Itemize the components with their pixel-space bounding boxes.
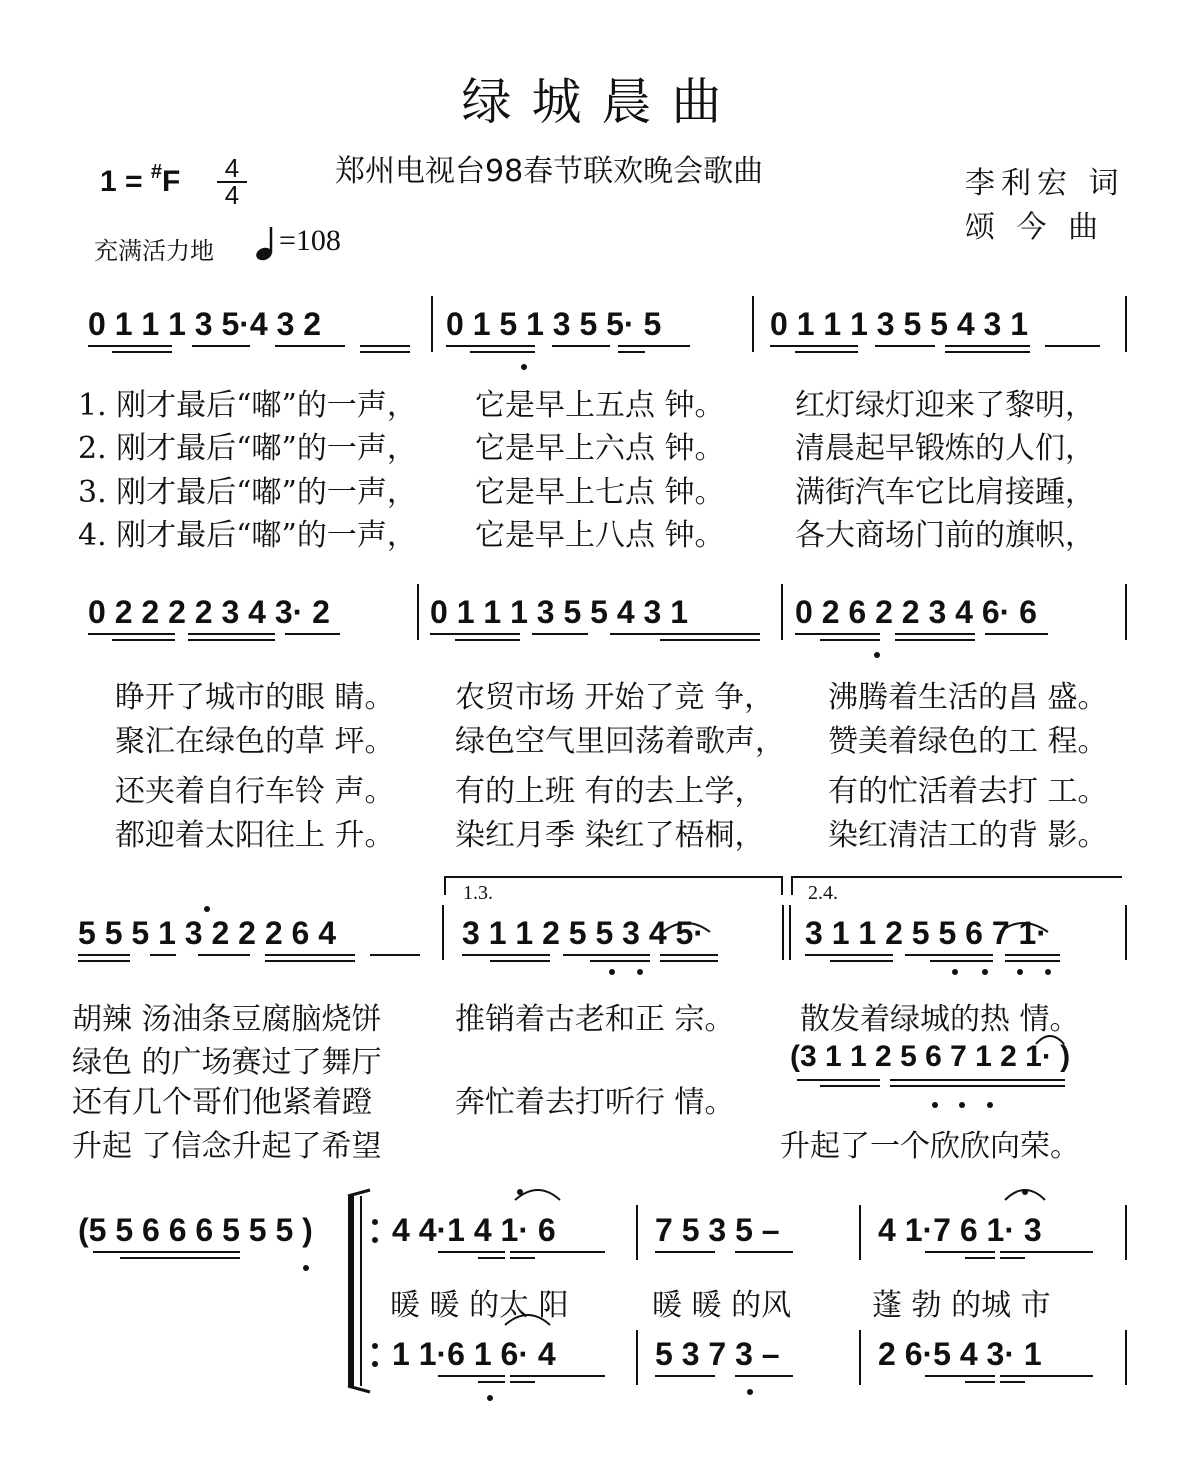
s4-upper-bar-3: 4 1·7 6 1· 3 [878,1212,1042,1248]
intro-notes: (5 5 6 6 6 5 5 5 ) [78,1212,313,1248]
s3-bar-2: 3 1 1 2 5 5 3 4 5· [462,915,704,951]
ending-1-label: 1.3. [463,882,493,904]
s1-lyric-v2-a: 2. 刚才最后“嘟”的一声， [78,431,417,466]
s2-lyric-v2-b: 绿色空气里回荡着歌声， [455,724,785,759]
intro-beams [93,1252,240,1258]
s3-lyric-v1-a: 胡辣 汤油条豆腐脑烧饼 [72,1002,382,1037]
s4-lyric-c: 蓬 勃 的城 市 [872,1288,1051,1323]
s2-beams [88,634,1048,640]
s2-lyric-v2-a: 聚汇在绿色的草 坪。 [115,724,395,759]
s3-lyric-v2-a: 绿色 的广场赛过了舞厅 [72,1045,382,1080]
lyricist-credit: 李利宏 词 [965,166,1125,201]
s3-lyric-v3-b: 奔忙着去打听行 情。 [455,1085,735,1120]
s1-lyric-v4-c: 各大商场门前的旗帜， [795,518,1095,553]
s1-lyric-v2-b: 它是早上六点 钟。 [475,431,725,466]
s2-lyric-v1-b: 农贸市场 开始了竞 争， [455,680,775,715]
s2-lyric-v2-c: 赞美着绿色的工 程。 [828,724,1108,759]
s2-lyric-v3-b: 有的上班 有的去上学， [455,774,765,809]
s1-low-dot [521,364,527,370]
ending-2-bracket [792,877,1122,895]
interlude-notes: (3 1 1 2 5 6 7 1 2 1· ) [790,1040,1071,1073]
s3-low-dots [609,969,1051,975]
repeat-dot-2 [372,1237,378,1243]
s3-lyric-v1-b: 推销着古老和正 宗。 [455,1002,735,1037]
s2-low-dot [874,652,880,658]
s3-lyric-v1-c: 散发着绿城的热 情。 [800,1002,1080,1037]
s1-lyric-v3-c: 满街汽车它比肩接踵， [795,475,1095,510]
repeat-dot-4 [372,1361,378,1367]
ending-2-label: 2.4. [808,882,838,904]
s2-lyric-v1-a: 睁开了城市的眼 睛。 [115,680,395,715]
s4-lyric-a: 暖 暖 的太 阳 [390,1288,569,1323]
s3-high-dot [204,906,210,912]
s1-lyric-v4-b: 它是早上八点 钟。 [475,518,725,553]
repeat-dot-3 [372,1343,378,1349]
s3-bar-3: 3 1 1 2 5 5 6 7 1· [805,915,1047,951]
s1-lyric-v3-a: 3. 刚才最后“嘟”的一声， [78,475,417,510]
key-note: F [162,165,181,198]
s4-lower-bar-2: 5 3 7 3 – [655,1336,780,1372]
s4-upper-bar-2: 7 5 3 5 – [655,1212,780,1248]
s2-lyric-v4-a: 都迎着太阳往上 升。 [115,818,395,853]
s2-lyric-v4-b: 染红月季 染红了梧桐， [455,818,765,853]
s1-beams [88,346,1100,352]
s4-upper-bar-1: 4 4·1 4 1· 6 [392,1212,556,1248]
song-title: 绿城晨曲 [461,73,742,131]
tempo-value: =108 [279,224,341,257]
key-prefix: 1 = [100,165,151,198]
s2-bar-2: 0 1 1 1 3 5 5 4 3 1 [430,594,688,630]
repeat-hook-bottom [348,1386,370,1392]
song-subtitle: 郑州电视台98春节联欢晚会歌曲 [335,154,764,189]
sharp-sign: # [150,161,162,183]
s1-bar-2: 0 1 5 1 3 5 5· 5 [446,306,662,342]
composer-credit: 颂 今 曲 [965,210,1105,245]
s3-lyric-v4-a: 升起 了信念升起了希望 [72,1129,382,1164]
repeat-dot-1 [372,1219,378,1225]
s1-lyric-v1-b: 它是早上五点 钟。 [475,388,725,423]
s2-lyric-v1-c: 沸腾着生活的昌 盛。 [828,680,1108,715]
s2-lyric-v3-a: 还夹着自行车铃 声。 [115,774,395,809]
ending-1-bracket [445,877,782,895]
s3-bar-1: 5 5 5 1 3 2 2 2 6 4 [78,915,336,951]
s1-lyric-v2-c: 清晨起早锻炼的人们， [795,431,1095,466]
s4-lower-bar-1: 1 1·6 1 6· 4 [392,1336,556,1372]
expression-mark: 充满活力地 [94,237,214,265]
s2-bar-3: 0 2 6 2 2 3 4 6· 6 [795,594,1037,630]
intro-low-dot [303,1265,309,1271]
repeat-hook-top [348,1190,370,1196]
s1-bar-3: 0 1 1 1 3 5 5 4 3 1 [770,306,1028,342]
s3-lyric-v3-a: 还有几个哥们他紧着蹬 [72,1085,372,1120]
time-sig-top: 4 [224,153,240,183]
s1-lyric-v1-c: 红灯绿灯迎来了黎明， [795,388,1095,423]
time-sig-bottom: 4 [224,180,240,210]
s4-lyric-b: 暖 暖 的风 [652,1288,792,1323]
s2-lyric-v4-c: 染红清洁工的背 影。 [828,818,1108,853]
s3-beams [78,955,1060,961]
s1-lyric-v3-b: 它是早上七点 钟。 [475,475,725,510]
s3-lyric-v4-c: 升起了一个欣欣向荣。 [780,1129,1080,1164]
s4-lower-bar-3: 2 6·5 4 3· 1 [878,1336,1042,1372]
s2-bar-1: 0 2 2 2 2 3 4 3· 2 [88,594,330,630]
s1-lyric-v4-a: 4. 刚才最后“嘟”的一声， [78,518,417,553]
interlude-beams [797,1080,1065,1086]
repeat-thick-line [348,1196,354,1386]
s1-lyric-v1-a: 1. 刚才最后“嘟”的一声， [78,388,417,423]
s1-bar-1: 0 1 1 1 3 5·4 3 2 [88,306,322,342]
s2-lyric-v3-c: 有的忙活着去打 工。 [828,774,1108,809]
interlude-dots [932,1102,993,1108]
